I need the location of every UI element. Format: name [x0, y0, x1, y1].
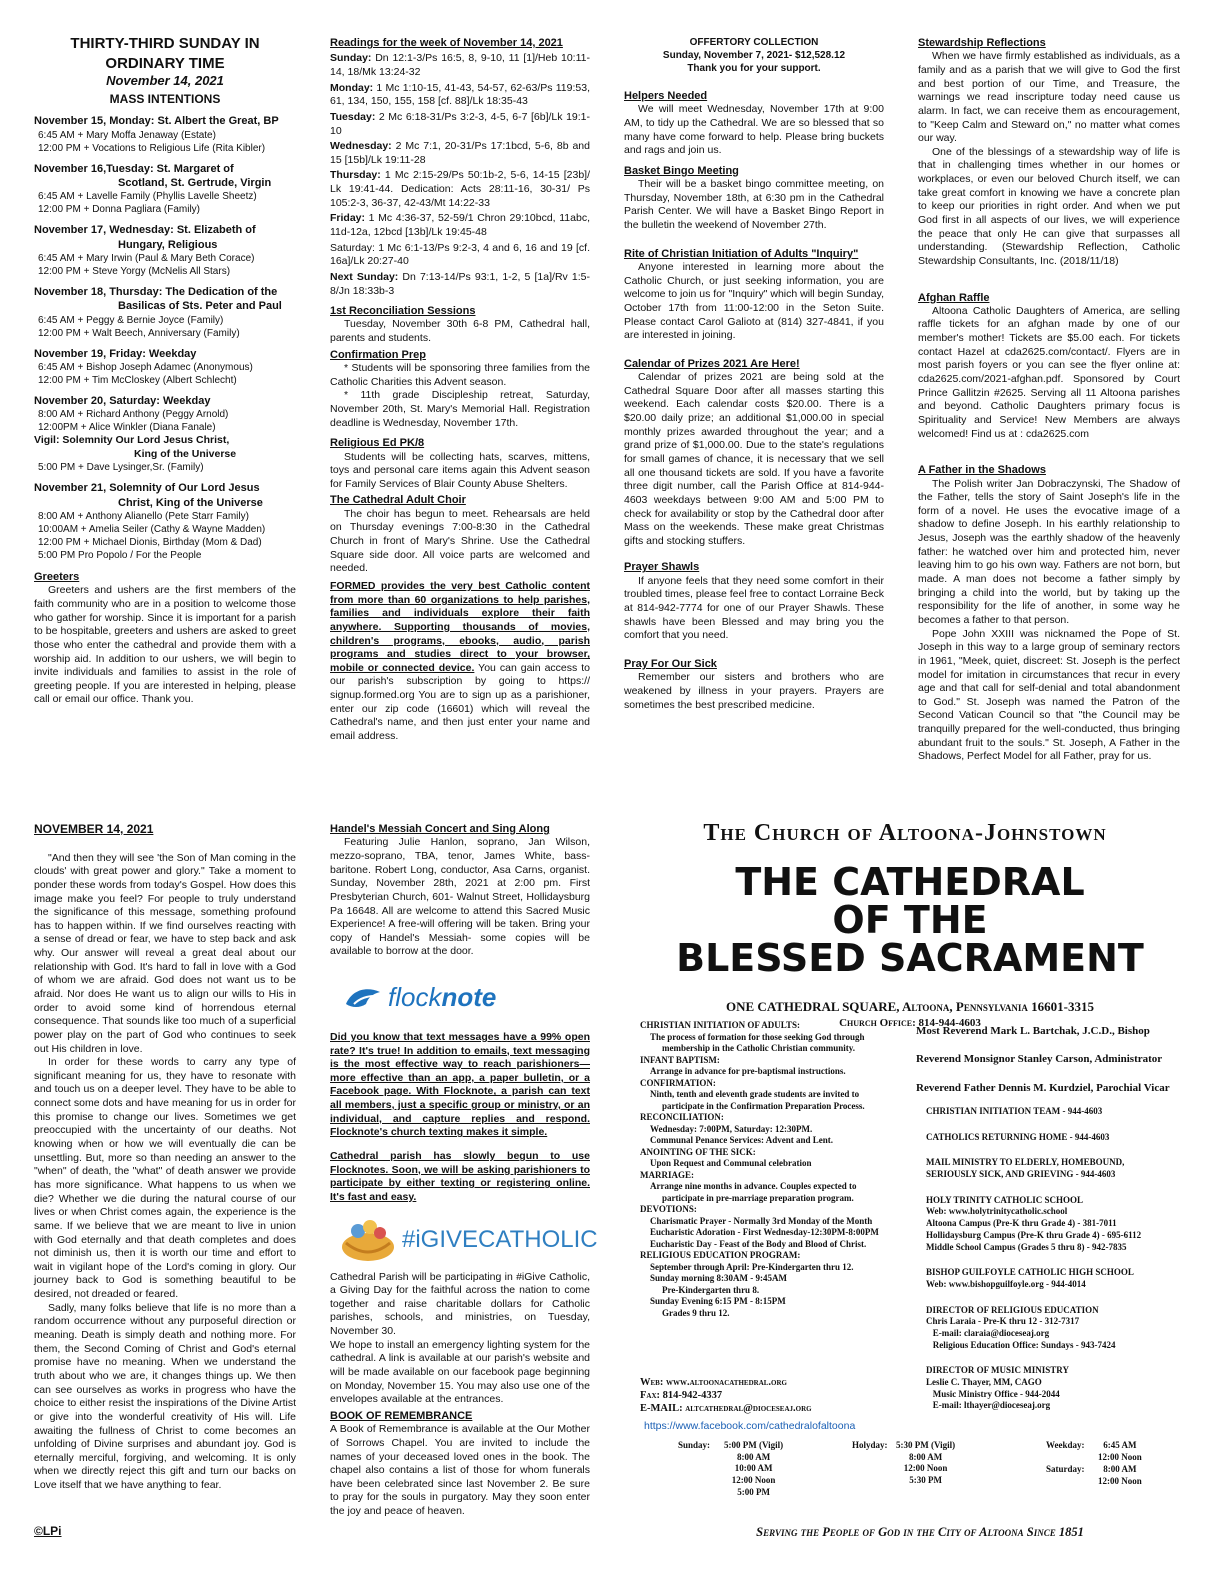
reflection-heading: NOVEMBER 14, 2021: [34, 822, 154, 836]
handel-heading: Handel's Messiah Concert and Sing Along: [330, 823, 550, 835]
greeters-heading: Greeters: [34, 571, 80, 584]
contact-line: E-mail: lthayer@dioceseaj.org: [926, 1400, 1051, 1411]
day-block: [34, 394, 296, 475]
contact-line: BISHOP GUILFOYLE CATHOLIC HIGH SCHOOL: [926, 1267, 1134, 1278]
reading-text: 1 Mc 2:15-29/Ps 50:1b-2, 5-6, 14-15 [23b]/ Lk 19:41-44. Dedication: Acts 28:11-16, 30-31/ Ps 105:2-3, 36-37, 42-43/Mt 14:22-33: [330, 169, 590, 209]
diocese-line: The Church of Altoona-Johnstown: [703, 820, 1107, 846]
helpers-text: We will meet Wednesday, November 17th at 9:00 AM, to tidy up the Cathedral. We are so blessed that so many have come forward to help. Please bring buckets and rags and join us.: [624, 103, 884, 157]
mass-time: 5:00 PM (Vigil): [724, 1440, 784, 1450]
reading-day: Tuesday:: [330, 110, 376, 123]
gift-basket-icon: [338, 1217, 398, 1263]
day-block: [34, 285, 296, 340]
reading-line: [330, 140, 590, 167]
bingo-text: Their will be a basket bingo committee meeting, on Thursday, November 18th, at 6:30 pm in the Cathedral Parish Center. We will have a Basket Bingo Report in the bulletin the weekend of November 27th.: [624, 178, 884, 232]
intention-line: 6:45 AM + Mary Irwin (Paul & Mary Beth Corace): [38, 252, 255, 264]
shawls-heading: Prayer Shawls: [624, 561, 700, 574]
saturday-times: [1098, 1464, 1142, 1487]
confirmation-text-2: * 11th grade Discipleship retreat, Saturday, November 20th, St. Mary's Memorial Hall. Registration deadline is Wednesday, November 17th.: [330, 389, 590, 429]
email-address[interactable]: E-MAIL: altcathedral@dioceseaj.org: [640, 1403, 812, 1415]
day-heading-cont: Christ, King of the Universe: [118, 496, 263, 509]
contact-group: [926, 1195, 1200, 1253]
greeters-text: Greeters and ushers are the first members of the faith community who are in a position to welcome those who gather for worship. Since it is important for a parish to be hospitable, greeters and ushers are asked to greet those who enter the cathedral and provide them with a worship aid. In addition to our ushers, we will begin to invite individuals and families to assist in the role of greeting people. If you are interested in helping, please call or email our office. Thank you.: [34, 584, 296, 706]
day-block: [34, 223, 296, 278]
mass-time: 8:00 AM: [908, 1451, 943, 1462]
father-shadows-text-1: The Polish writer Jan Dobraczynski, The Shadow of the Father, tells the story of Saint Joseph's life in the form of a novel. He uses the evocative image of a shadow to define Joseph. In his earthly relationship to Jesus, Joseph was the earthly shadow of the heavenly father: he watched over him and protected him, never leaving him to go his own way. Fathers are not born, but made. A man does not become a father simply by bringing a child into the world, but by taking up the responsibility for the life of another, in some way he becomes a father to that person.: [918, 477, 1180, 626]
week-title-line2: ORDINARY TIME: [105, 54, 225, 72]
helpers-heading: Helpers Needed: [624, 90, 708, 102]
stewardship-text-1: When we have firmly established as individuals, as a family and as a parish that we will give to God the first and best portion of our Time, and Treasure, the warnings we read inscripture today need cause us alarm. In fact, we can receive them as encouragement, to "Keep Calm and Steward on," no matter what comes our way.: [918, 50, 1180, 145]
sick-heading: Pray For Our Sick: [624, 657, 717, 670]
mass-time: 5:30 PM (Vigil): [896, 1440, 956, 1450]
mass-time: 6:45 AM: [1103, 1440, 1137, 1450]
day-block: [34, 347, 296, 387]
intention-line: King of the Universe: [134, 447, 237, 460]
contact-line: Middle School Campus (Grades 5 thru 8) - 942-7835: [926, 1241, 1127, 1252]
reading-day: Sunday:: [330, 52, 372, 65]
contact-line: Hollidaysburg Campus (Pre-K thru Grade 4) - 695-6112: [926, 1229, 1142, 1240]
reading-text: 2 Mc 7:1, 20-31/Ps 17:1bcd, 5-6, 8b and 15 [15b]/Lk 19:11-28: [330, 140, 590, 166]
contact-group: [926, 1365, 1200, 1412]
sacrament-line: DEVOTIONS:: [640, 1204, 697, 1215]
sacrament-line: Pre-Kindergarten thru 8.: [662, 1284, 760, 1295]
mass-time: 8:00 AM: [736, 1451, 771, 1462]
cathedral-address: ONE CATHEDRAL SQUARE, Altoona, Pennsylvania 16601-3315: [726, 999, 1094, 1015]
cover-panel: [620, 818, 1200, 1568]
sacrament-line: Sunday morning 8:30AM - 9:45AM: [650, 1273, 788, 1284]
choir-text: The choir has begun to meet. Rehearsals are held on Thursday evenings 7:00-8:30 in the Cathedral Church in front of Mary's Shrine. Use the Cathedral Square side door. All voice parts are welcomed and needed.: [330, 507, 590, 575]
contact-group: [926, 1106, 1200, 1118]
reading-line: [330, 271, 590, 298]
mass-intentions-column: [34, 34, 296, 754]
clergy-name: Reverend Monsignor Stanley Carson, Administrator: [916, 1053, 1163, 1066]
reading-day: Monday:: [330, 81, 374, 94]
events-column: [330, 822, 598, 1562]
sacrament-line: CONFIRMATION:: [640, 1077, 716, 1088]
week-title-line1: THIRTY-THIRD SUNDAY IN: [70, 35, 260, 52]
intention-line: 6:45 AM + Mary Moffa Jenaway (Estate): [38, 129, 216, 141]
saturday-label: Saturday:: [1046, 1464, 1085, 1474]
formed-bold: FORMED provides the very best Catholic content from more than 60 organizations to help parishes, families and individuals explore their faith anywhere. Supporting thousands of movies, children's programs, ebooks, audio, parish programs and studies direct to your browser, mobile or connected device.: [330, 579, 590, 674]
clergy-list: [916, 1024, 1200, 1109]
holyday-label: Holyday:: [852, 1440, 888, 1450]
contact-line: Chris Laraia - Pre-K thru 12 - 312-7317: [926, 1316, 1080, 1327]
prizes-text: Calendar of prizes 2021 are being sold at the Cathedral Square Door after all masses starting this weekend. Each calendar costs $20.00. There is a $20.00 daily prize; an additional $1,000.00 in special monthly prizes awarded throughout the year; and a grand prize of $1,000.00. Due to the state's regulations for small games of chance, it is necessary that we sell all one thousand tickets are sold. If you have a favorite three digit number, call the Parish Office at 814-944-4603 weekdays between 9:00 AM and 5:00 PM to check for availability or stop by the Cathedral door after Mass on the weekends. These make great Christmas gifts and stocking stuffers.: [624, 371, 884, 547]
intention-line: Vigil: Solemnity Our Lord Jesus Christ,: [34, 434, 230, 447]
reading-day: Friday:: [330, 212, 366, 225]
reading-day: Thursday:: [330, 169, 381, 182]
contact-line: CHRISTIAN INITIATION TEAM - 944-4603: [926, 1106, 1103, 1116]
day-heading: November 21, Solemnity of Our Lord Jesus: [34, 482, 260, 495]
sacrament-line: participate in the Confirmation Preparation Process.: [662, 1100, 865, 1111]
clergy-name: Most Reverend Mark L. Bartchak, J.C.D., Bishop: [916, 1025, 1150, 1037]
contact-line: MAIL MINISTRY TO ELDERLY, HOMEBOUND,: [926, 1157, 1125, 1168]
mass-time: 12:00 Noon: [1098, 1475, 1142, 1486]
cathedral-title-2: OF THE: [832, 898, 988, 943]
afghan-raffle-heading: Afghan Raffle: [918, 291, 990, 304]
sick-text: Remember our sisters and brothers who are weakened by illness in your prayers. Prayers are sometimes the best prescribed medicine.: [624, 671, 884, 711]
contact-line: Altoona Campus (Pre-K thru Grade 4) - 381-7011: [926, 1218, 1117, 1229]
flocknote-logo: [344, 981, 590, 1015]
sacrament-line: RECONCILIATION:: [640, 1112, 724, 1123]
reading-line: [330, 169, 590, 210]
sacrament-line: The process of formation for those seeking God through: [650, 1031, 865, 1042]
day-block: [34, 162, 296, 217]
reading-text: 2 Mc 6:18-31/Ps 3:2-3, 4-5, 6-7 [6b]/Lk 19:1-10: [330, 110, 590, 137]
reading-text: Dn 7:13-14/Ps 93:1, 1-2, 5 [1a]/Rv 1:5-8/Jn 18:33b-3: [330, 270, 590, 297]
mass-schedule: [660, 1438, 1200, 1518]
contact-line: DIRECTOR OF MUSIC MINISTRY: [926, 1365, 1069, 1376]
intention-line: 12:00 PM + Michael Dionis, Birthday (Mom & Dad): [38, 537, 262, 549]
mass-time: 12:00 Noon: [1098, 1451, 1142, 1462]
contact-group: [926, 1305, 1200, 1352]
rcia-text: Anyone interested in learning more about the Catholic Church, or just seeking information, you are welcome to join us for "Inquiry" which will begin Sunday, October 17th from 11:00-12:00 in the Seton Suite. Please contact Carol Galioto at (814) 327-4841, if you are interested in joining.: [624, 261, 884, 342]
intention-line: 12:00 PM + Steve Yorgy (McNelis All Stars): [38, 265, 231, 277]
book-remembrance-text: A Book of Remembrance is available at the Our Mother of Sorrows Chapel. You are invited to include the names of your deceased loved ones in the book. The chapel also contains a list of those for whom funerals have been celebrated since last November 2. Be sure to pray for the souls in purgatory. May they soon enter the joy and peace of heaven.: [330, 1423, 590, 1518]
contact-line: SERIOUSLY SICK, AND GRIEVING - 944-4603: [926, 1169, 1116, 1180]
offertory-amount: Sunday, November 7, 2021- $12,528.12: [662, 50, 846, 61]
sacrament-line: September through April: Pre-Kindergarten thru 12.: [650, 1261, 854, 1272]
formed-text: [330, 580, 590, 744]
contact-line: DIRECTOR OF RELIGIOUS EDUCATION: [926, 1304, 1099, 1315]
day-heading: November 18, Thursday: The Dedication of the: [34, 285, 278, 298]
religious-ed-heading: Religious Ed PK/8: [330, 437, 425, 450]
contact-line: Music Ministry Office - 944-2044: [926, 1388, 1060, 1399]
sacrament-line: RELIGIOUS EDUCATION PROGRAM:: [640, 1250, 801, 1261]
contact-line: CATHOLICS RETURNING HOME - 944-4603: [926, 1131, 1110, 1142]
religious-ed-text: Students will be collecting hats, scarves, mittens, toys and personal care items again this Advent season for Family Services of Blair County Abuse Shelters.: [330, 450, 590, 490]
day-heading-cont: Scotland, St. Gertrude, Virgin: [118, 177, 272, 190]
mass-time: 12:00 Noon: [903, 1463, 948, 1474]
contact-line: Religious Education Office: Sundays - 943-7424: [926, 1339, 1116, 1350]
mass-intentions-list: [34, 114, 296, 562]
sacrament-line: Eucharistic Adoration - First Wednesday-12:30PM-8:00PM: [650, 1227, 879, 1238]
reflection-text-1: "And then they will see 'the Son of Man coming in the clouds' with great power and glory." Take a moment to ponder these words from today's Gospel. How does this image make you feel? For people to truly understand the significance of this message, something profound has to happen within. If we find ourselves reacting with a sense of dread or fear, we have to step back and ask why. Our answer will reveal a great deal about our relationship with God. It's hard to fall in love with a God of whom we are afraid. God does not want us to be afraid. Nor does He want us to align our wills to His in order to avoid some kind of horrendous eternal consequence. That sounds like too much of a superficial power play on the part of God who continues to seek out His children in love.: [34, 851, 296, 1055]
sacraments-directory: [640, 1020, 910, 1319]
contact-line: E-mail: claraia@dioceseaj.org: [926, 1327, 1050, 1338]
copyright-lpi: ©LPi: [34, 1524, 62, 1538]
offertory-thanks: Thank you for your support.: [687, 63, 821, 74]
sunday-times: [724, 1440, 783, 1498]
mass-time: 10:00 AM: [734, 1463, 773, 1474]
flocknote-bird-icon: [344, 984, 384, 1012]
readings-list: [330, 52, 590, 298]
sacrament-line: INFANT BAPTISM:: [640, 1054, 720, 1065]
contact-group: [926, 1157, 1200, 1180]
cathedral-motto: Serving the People of God in the City of Altoona Since 1851: [756, 1525, 1084, 1539]
reading-text: Saturday: 1 Mc 6:1-13/Ps 9:2-3, 4 and 6, 16 and 19 [cf. 16a]/Lk 20:27-40: [330, 241, 590, 268]
sacrament-line: ANOINTING OF THE SICK:: [640, 1146, 756, 1157]
father-shadows-text-2: Pope John XXIII was nicknamed the Pope of St. Joseph in this way to a large group of seminary rectors in 1961, "Meek, quiet, discreet: St. Joseph is the perfect model for imitation in circumstances that recur in every age and that call for self-denial and total abandonment to God." St. Joseph was named the Patron of the Second Vatican Council so that "the Council may be tranquilly prepared for the well-conducted, thus bringing abundant fruit to the souls." St. Joseph, A Father in the Shadows, Perfect Model for all Father, pray for us.: [918, 627, 1180, 763]
stewardship-column: [918, 36, 1180, 763]
day-heading: November 20, Saturday: Weekday: [34, 394, 211, 407]
weekday-label: Weekday:: [1046, 1440, 1085, 1450]
contact-line: Web: www.holytrinitycatholic.school: [926, 1206, 1068, 1217]
announcements-column: [624, 36, 884, 756]
sacrament-line: Wednesday: 7:00PM, Saturday: 12:30PM.: [650, 1123, 813, 1134]
reading-line: [330, 111, 590, 138]
intention-line: 12:00 PM + Walt Beech, Anniversary (Family): [38, 327, 240, 339]
reading-day: Wednesday:: [330, 140, 392, 153]
book-remembrance-heading: BOOK OF REMEMBRANCE: [330, 1409, 473, 1422]
mass-time: 8:00 AM: [1103, 1464, 1137, 1474]
sunday-label: Sunday:: [678, 1440, 711, 1450]
weekday-times: [1098, 1440, 1142, 1463]
reading-line: [330, 212, 590, 239]
intention-line: 6:45 AM + Peggy & Bernie Joyce (Family): [38, 314, 224, 326]
reading-line: [330, 52, 590, 79]
reading-line: [330, 242, 590, 269]
formed-rest: You can gain access to our parish's subscription by going to https:// signup.formed.org You are to sign up as a parishioner, enter our zip code (16601) which will reveal the Cathedral's name, and then just enter your name and email address.: [330, 661, 590, 743]
intention-line: 6:45 AM + Bishop Joseph Adamec (Anonymous): [38, 361, 253, 373]
father-shadows-heading: A Father in the Shadows: [918, 464, 1046, 477]
contact-group: [926, 1132, 1200, 1144]
bingo-heading: Basket Bingo Meeting: [624, 164, 739, 177]
intention-line: 8:00 AM + Richard Anthony (Peggy Arnold): [38, 409, 229, 421]
sacrament-line: membership in the Catholic Christian community.: [662, 1043, 856, 1054]
facebook-link[interactable]: https://www.facebook.com/cathedralofaltoona: [644, 1420, 856, 1432]
reflection-text-3: Sadly, many folks believe that life is no more than a random occurrence without any purposeful direction or meaning. Death is simply death and nothing more. For them, the Second Coming of Christ and God's eternal promise have no meaning. When we understand the truth about who we are, it changes things up. We then can see ourselves as works in progress who have the choice to either resist the inspirations of the Divine Artist or give into the wonderful creativity of His will. Life awaiting the fullness of Christ to come becomes an unfolding of Divine surprises and abundant joy. God is eternally merciful, forgiving, and welcoming. It is only when we directly reject this gift and turn our backs on Love itself that we have anything to fear.: [34, 1301, 296, 1492]
offertory-title: OFFERTORY COLLECTION: [689, 37, 819, 48]
igivecatholic-wordmark: #iGIVECATHOLIC: [402, 1225, 598, 1253]
cathedral-title-1: THE CATHEDRAL: [735, 860, 1085, 905]
sacrament-line: Eucharistic Day - Feast of the Body and Blood of Christ.: [650, 1238, 867, 1249]
readings-column: [330, 36, 590, 756]
contact-line: HOLY TRINITY CATHOLIC SCHOOL: [926, 1194, 1083, 1205]
reading-line: [330, 82, 590, 109]
intention-line: 12:00PM + Alice Winkler (Diana Fanale): [38, 422, 216, 434]
gospel-reflection-column: [34, 822, 296, 1562]
contacts-directory: [926, 1106, 1200, 1426]
flocknote-text-1: Did you know that text messages have a 99% open rate? It's true! In addition to emails, text messaging is the most effective way to reach parishioners—more effective than an app, a paper bulletin, or a Facebook page. With Flocknote, a parish can text all members, just a specific group or ministry, or an individual, and capture replies and respond. Flocknote's church texting makes it simple.: [330, 1030, 590, 1139]
sacrament-line: Upon Request and Communal celebration: [650, 1158, 812, 1169]
intention-line: 5:00 PM + Dave Lysinger,Sr. (Family): [38, 462, 204, 474]
handel-text: Featuring Julie Hanlon, soprano, Jan Wilson, mezzo-soprano, TBA, tenor, James White, bass-baritone. Robert Long, conductor, Asa Carns, organist. Sunday, November 28th, 2021 at 2:00 pm. First Presbyterian Church, 601- Walnut Street, Hollidaysburg Pa 16648. All are welcome to attend this Sacred Music Experience! A free-will offering will be taken. Bring your copy of Handel's Messiah- some copies will be available to borrow at the door.: [330, 836, 590, 958]
sacrament-line: participate in pre-marriage preparation program.: [662, 1192, 854, 1203]
sacrament-line: Communal Penance Services: Advent and Lent.: [650, 1135, 833, 1146]
day-heading: November 15, Monday: St. Albert the Great, BP: [34, 115, 279, 128]
mass-time: 5:30 PM: [909, 1475, 942, 1486]
intention-line: 5:00 PM Pro Popolo / For the People: [38, 550, 202, 562]
day-block: [34, 481, 296, 562]
igivecatholic-text: Cathedral Parish will be participating in #iGive Catholic, a Giving Day for the faithful across the nation to come together and raise charitable dollars for Catholic parishes, schools, and ministries, on Tuesday, November 30.: [330, 1270, 590, 1338]
intention-line: 8:00 AM + Anthony Alianello (Pete Starr Family): [38, 511, 249, 523]
reading-day: Next Sunday:: [330, 270, 399, 283]
day-heading: November 19, Friday: Weekday: [34, 347, 197, 360]
bulletin-date: November 14, 2021: [106, 73, 224, 88]
day-heading: November 17, Wednesday: St. Elizabeth of: [34, 224, 256, 237]
intention-line: 10:00AM + Amelia Seiler (Cathy & Wayne Madden): [38, 524, 266, 536]
flocknote-text-2: Cathedral parish has slowly begun to use Flocknotes. Soon, we will be asking parishioners to participate by either texting or registering online. It's fast and easy.: [330, 1149, 590, 1203]
contact-line: Web: www.bishopguilfoyle.org - 944-4014: [926, 1278, 1086, 1289]
intention-line: 6:45 AM + Lavelle Family (Phyllis Lavelle Sheetz): [38, 191, 257, 203]
sacrament-line: Grades 9 thru 12.: [662, 1307, 730, 1318]
day-heading: November 16,Tuesday: St. Margaret of: [34, 162, 234, 175]
sacrament-line: Arrange in advance for pre-baptismal instructions.: [650, 1066, 846, 1077]
intention-line: 12:00 PM + Tim McCloskey (Albert Schlecht): [38, 374, 237, 386]
reconciliation-heading: 1st Reconciliation Sessions: [330, 305, 476, 318]
reading-text: Dn 12:1-3/Ps 16:5, 8, 9-10, 11 [1]/Heb 10:11-14, 18/Mk 13:24-32: [330, 52, 590, 78]
mass-time: 12:00 Noon: [731, 1475, 776, 1486]
rcia-heading: Rite of Christian Initiation of Adults "Inquiry": [624, 247, 859, 260]
sacrament-line: CHRISTIAN INITIATION OF ADULTS:: [640, 1020, 800, 1030]
sacrament-line: Charismatic Prayer - Normally 3rd Monday of the Month: [650, 1215, 873, 1226]
intention-line: 12:00 PM + Vocations to Religious Life (Rita Kibler): [38, 142, 266, 154]
sacrament-line: Sunday Evening 6:15 PM - 8:15PM: [650, 1296, 786, 1307]
shawls-text: If anyone feels that they need some comfort in their troubled times, please feel free to contact Lorraine Beck at 814-942-7774 for one of our Prayer Shawls. These shawls have been Blessed and may bring you the comfort that you need.: [624, 574, 884, 642]
reconciliation-text: Tuesday, November 30th 6-8 PM, Cathedral hall, parents and students.: [330, 318, 590, 345]
reading-text: 1 Mc 1:10-15, 41-43, 54-57, 62-63/Ps 119:53, 61, 134, 150, 155, 158 [cf. 88]/Lk 18:35-43: [330, 81, 590, 108]
flocknote-wordmark-note: note: [441, 982, 497, 1013]
fax-number: Fax: 814-942-4337: [640, 1390, 723, 1402]
day-heading-cont: Hungary, Religious: [118, 238, 218, 251]
confirmation-heading: Confirmation Prep: [330, 348, 426, 361]
flocknote-wordmark-flock: flock: [388, 982, 442, 1013]
choir-heading: The Cathedral Adult Choir: [330, 494, 466, 507]
intention-line: 12:00 PM + Donna Pagliara (Family): [38, 204, 201, 216]
stewardship-text-2: One of the blessings of a stewardship way of life is that in challenging times whether in our homes or workplaces, or even our beloved Church itself, we can take great comfort in knowing we have a concrete plan to keep our priorities in right order. And when we put God first in all aspects of our lives, we will experience the peace that only He can give that surpasses all understanding. (Stewardship Reflection, Catholic Stewardship Consultants, Inc. (2018/11/18): [918, 145, 1180, 267]
cathedral-title-3: BLESSED SACRAMENT: [676, 936, 1144, 981]
prizes-heading: Calendar of Prizes 2021 Are Here!: [624, 357, 800, 370]
holyday-times: [896, 1440, 955, 1487]
day-heading-cont: Basilicas of Sts. Peter and Paul: [118, 300, 282, 313]
readings-heading: Readings for the week of November 14, 2021: [330, 37, 563, 49]
clergy-name: Reverend Father Dennis M. Kurdziel, Parochial Vicar: [916, 1081, 1170, 1094]
contact-group: [926, 1267, 1200, 1290]
sacrament-line: Ninth, tenth and eleventh grade students are invited to: [650, 1089, 860, 1100]
afghan-raffle-text: Altoona Catholic Daughters of America, are selling raffle tickets for an afghan made by one of our member's mother! Tickets are $5.00 each. For tickets contact Hazel at cda2625.com/contact/. Flyers are in most parish foyers or you can see the flyer online at: cda2625.com/2021-afghan.pdf. Sponsored by Court Prince Gallitzin #2625. Serving all 11 Altoona parishes and beyond. Catholic Daughters primary focus is Spirituality and Service! New Members are always welcomed! Find us at : cda2625.com: [918, 304, 1180, 440]
reading-text: 1 Mc 4:36-37, 52-59/1 Chron 29:10bcd, 11abc, 11d-12a, 12bcd [13b]/Lk 19:45-48: [330, 212, 590, 238]
sacrament-line: Arrange nine months in advance. Couples expected to: [650, 1181, 857, 1192]
mass-intentions-heading: MASS INTENTIONS: [109, 91, 221, 106]
sacrament-line: MARRIAGE:: [640, 1169, 694, 1180]
day-block: [34, 114, 296, 154]
reflection-text-2: In order for these words to carry any type of significant meaning for us, they have to resonate with and touch us on a deeper level. They have to be able to connect some dots and have meaning for us in order for this promise to change our lives. Sometimes we get preoccupied with the uncertainty of our deaths. Not knowing when or how we will eventually die can be unsettling. But, more so than needing an answer to the "when" of death, the "what" of death answer we provide has more significance. What happens to us when we die? Whether we die during the natural course of our lives or when Christ comes again, the experience is the same. If we believe that we are meant to live in union with God eternally and that death completes and does not diminish us, then it is worth our time and effort to wait in vigilant hope of the Lord's coming in glory. Our journey back to God is something beautiful to be desired, not dreaded or feared.: [34, 1056, 296, 1301]
igivecatholic-logo: [338, 1217, 598, 1263]
contact-line: Leslie C. Thayer, MM, CAGO: [926, 1377, 1042, 1387]
church-office-phone: Church Office: 814-944-4603: [839, 1017, 981, 1030]
confirmation-text-1: * Students will be sponsoring three families from the Catholic Charities this Advent season.: [330, 362, 590, 388]
website[interactable]: Web: www.altoonacathedral.org: [640, 1377, 787, 1388]
mass-time: 5:00 PM: [737, 1486, 770, 1497]
stewardship-heading: Stewardship Reflections: [918, 37, 1046, 49]
lighting-text: We hope to install an emergency lighting system for the cathedral. A link is available at our parish's website and will be made available on our facebook page beginning on Monday, November 15. You may also use one of the envelopes available at the entrances.: [330, 1338, 590, 1406]
